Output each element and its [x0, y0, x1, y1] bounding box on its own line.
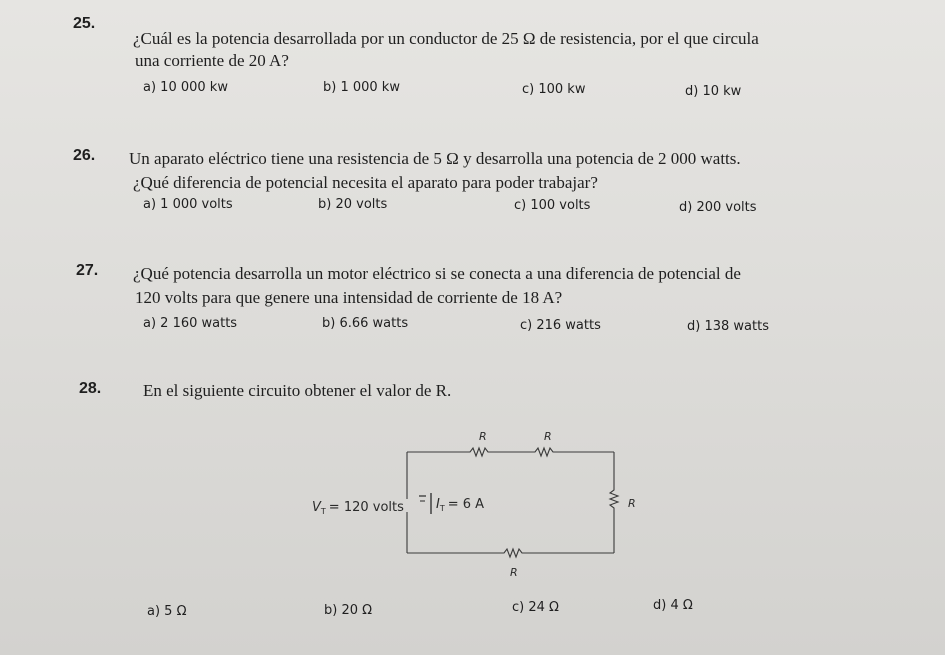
question-25-number: 25. [73, 15, 96, 32]
resistor-label-right: R [628, 497, 636, 510]
question-27-stem-line2: 120 volts para que genere una intensidad de corriente de 18 A? [135, 288, 563, 307]
current-value: = 6 A [447, 497, 485, 512]
current-symbol: I [436, 497, 440, 512]
question-27-number: 27. [76, 262, 99, 279]
voltage-value: = 120 volts [328, 500, 404, 515]
voltage-label [312, 500, 404, 516]
question-25-option-c: c) 100 kw [522, 82, 586, 97]
question-25-stem-line2: una corriente de 20 A? [135, 51, 289, 70]
question-25-option-b: b) 1 000 kw [323, 80, 400, 95]
question-26-option-a: a) 1 000 volts [143, 197, 233, 212]
question-25-stem-line1: ¿Cuál es la potencia desarrollada por un conductor de 25 Ω de resistencia, por el que circula [133, 29, 759, 48]
question-26-option-d: d) 200 volts [679, 200, 757, 215]
battery-symbol [419, 493, 431, 514]
resistor-label-top-left: R [479, 430, 487, 443]
question-27-stem-line1: ¿Qué potencia desarrolla un motor eléctrico si se conecta a una diferencia de potencial de [133, 264, 741, 283]
question-25-option-d: d) 10 kw [685, 84, 742, 99]
question-27-option-a: a) 2 160 watts [143, 316, 238, 331]
right-wire [610, 452, 618, 553]
question-26-stem-line1: Un aparato eléctrico tiene una resistencia de 5 Ω y desarrolla una potencia de 2 000 watts. [129, 149, 741, 168]
resistor-label-bottom: R [510, 566, 518, 579]
question-28-option-b: b) 20 Ω [324, 603, 373, 618]
question-27-option-c: c) 216 watts [520, 318, 601, 333]
question-26-option-b: b) 20 volts [318, 197, 388, 212]
question-26-number: 26. [73, 147, 96, 164]
resistor-label-top-right: R [544, 430, 552, 443]
current-label [436, 497, 484, 513]
question-26-option-c: c) 100 volts [514, 198, 591, 213]
top-wire [407, 448, 614, 456]
question-28-option-a: a) 5 Ω [147, 604, 187, 619]
bottom-wire [407, 549, 614, 557]
voltage-subscript: T [320, 507, 326, 516]
question-28-stem: En el siguiente circuito obtener el valor de R. [143, 381, 452, 400]
question-28-number: 28. [79, 380, 102, 397]
question-26-stem-line2: ¿Qué diferencia de potencial necesita el aparato para poder trabajar? [133, 173, 598, 192]
question-28-option-d: d) 4 Ω [653, 598, 693, 613]
question-28-option-c: c) 24 Ω [512, 600, 559, 615]
question-25-option-a: a) 10 000 kw [143, 80, 228, 95]
voltage-symbol: V [312, 500, 321, 515]
question-27-option-d: d) 138 watts [687, 319, 769, 334]
current-subscript: T [439, 504, 445, 513]
question-27-option-b: b) 6.66 watts [322, 316, 409, 331]
